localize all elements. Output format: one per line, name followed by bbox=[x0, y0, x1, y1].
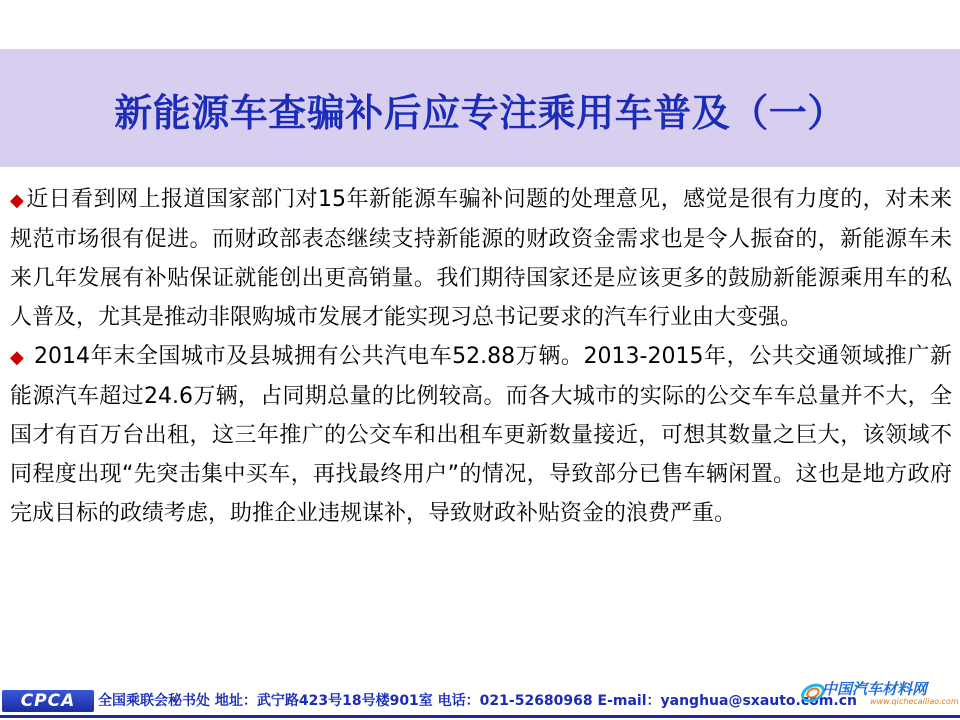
diamond-bullet-icon: ◆ bbox=[10, 347, 25, 368]
footer-contact: 全国乘联会秘书处 地址：武宁路423号18号楼901室 电话：021-52680968 E-mail：yanghua@sxauto.com.cn bbox=[98, 693, 857, 709]
watermark-logo bbox=[800, 674, 959, 718]
paragraph-1-text: 近日看到网上报道国家部门对15年新能源车骗补问题的处理意见，感觉是很有力度的，对未来规范市场很有促进。而财政部表态继续支持新能源的财政资金需求也是令人振奋的，新能源车未来几年发展有补贴保证就能创出更高销量。我们期待国家还是应该更多的鼓励新能源乘用车的私人普及，尤其是推动非限购城市发展才能实现习总书记要求的汽车行业由大变强。 bbox=[10, 187, 953, 330]
diamond-bullet-icon: ◆ bbox=[10, 190, 25, 211]
cpca-logo: CPCA bbox=[2, 690, 94, 712]
watermark-text: 中国汽车材料网 bbox=[822, 680, 928, 698]
slide-title: 新能源车查骗补后应专注乘用车普及（一） bbox=[114, 91, 846, 135]
slide-content bbox=[10, 180, 952, 533]
paragraph-1 bbox=[10, 180, 952, 337]
paragraph-2-text: 2014年末全国城市及县城拥有公共汽电车52.88万辆。2013-2015年，公共交通领域推广新能源汽车超过24.6万辆，占同期总量的比例较高。而各大城市的实际的公交车车总量并不大，全国才有百万台出租，这三年推广的公交车和出租车更新数量接近，可想其数量之巨大，该领域不同程度出现“先突击集中买车，再找最终用户”的情况，导致部分已售车辆闲置。这也是地方政府完成目标的政绩考虑，助推企业违规谋补，导致财政补贴资金的浪费严重。 bbox=[10, 344, 953, 526]
paragraph-2 bbox=[10, 337, 952, 533]
watermark-url: www.qichecailiao.com bbox=[870, 697, 959, 706]
